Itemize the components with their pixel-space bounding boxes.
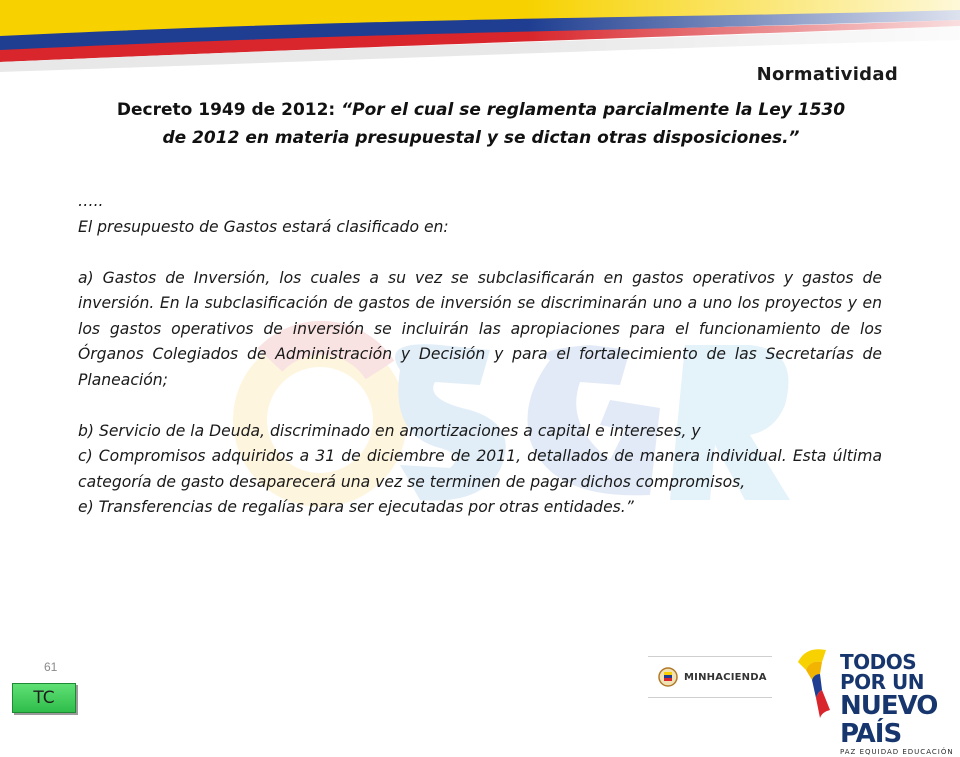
todos-line-1: TODOS POR UN (840, 650, 925, 694)
todos-por-un-nuevo-pais-logo (840, 652, 960, 757)
coat-of-arms-icon (658, 667, 678, 687)
tc-button[interactable]: TC (12, 683, 76, 713)
minhacienda-label: MINHACIENDA (684, 671, 767, 683)
decree-heading (60, 96, 902, 152)
body-intro: El presupuesto de Gastos estará clasificado en: (78, 217, 449, 236)
body-ellipsis: ….. (78, 192, 104, 210)
body-item-b: b) Servicio de la Deuda, discriminado en amortizaciones a capital e intereses, y (78, 421, 701, 440)
flag-ribbon (0, 0, 960, 72)
decree-line-1 (60, 96, 902, 124)
decree-body (78, 189, 882, 521)
paragraph-gap (78, 240, 882, 266)
section-title: Normatividad (756, 64, 898, 85)
body-item-a: a) Gastos de Inversión, los cuales a su vez se subclasificarán en gastos operativos y gastos de inversión. En la subclasificación de gastos de inversión se discriminarán uno a uno los proyectos y en los gastos operativos de inversión se incluirán las apropiaciones para el funcionamiento de los Órganos Colegiados de Administración y Decisión y para el fortalecimiento de las Secretarías de Planeación; (78, 268, 882, 389)
body-item-c: c) Compromisos adquiridos a 31 de diciembre de 2011, detallados de manera individual. Esta última categoría de gasto desaparecerá una vez se terminen de pagar dichos compromisos, (78, 447, 882, 491)
decree-prefix: Decreto 1949 de 2012: (116, 100, 342, 120)
minhacienda-logo (648, 656, 772, 698)
page-number: 61 (44, 660, 58, 674)
todos-line-3: PAZ EQUIDAD EDUCACIÓN (840, 748, 954, 756)
decree-quote-1: “Por el cual se reglamenta parcialmente la Ley 1530 (341, 100, 846, 120)
decree-quote-2: de 2012 en materia presupuestal y se dictan otras disposiciones.” (162, 128, 800, 148)
todos-line-2: NUEVO PAÍS (840, 691, 938, 749)
body-item-e: e) Transferencias de regalías para ser ejecutadas por otras entidades.” (78, 498, 634, 516)
paragraph-gap (78, 393, 882, 419)
decree-line-2 (60, 124, 902, 152)
